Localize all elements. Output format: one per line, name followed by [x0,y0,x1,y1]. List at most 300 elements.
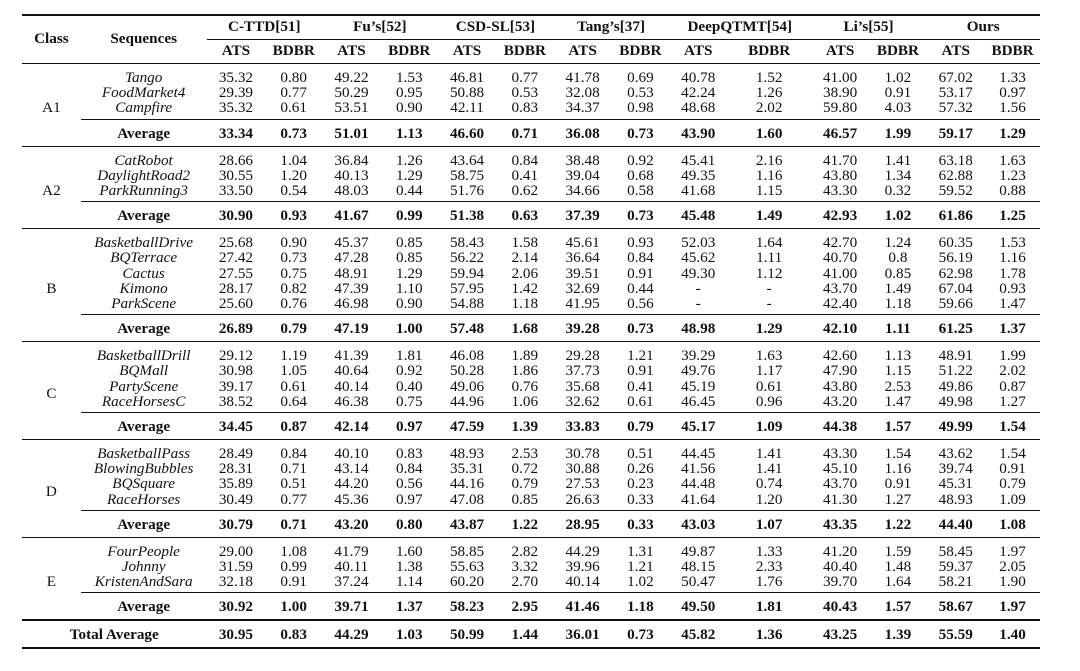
average-value-cell: 0.79 [280,320,307,338]
value-cell: 38.90 [823,84,858,102]
average-value-cell: 1.00 [395,320,423,338]
value-cell: 1.21 [627,558,654,576]
value-cell: 27.55 [218,264,253,282]
average-value-cell: 1.22 [511,515,539,533]
value-cell: 0.92 [395,362,423,380]
value-cell: 0.40 [395,377,423,395]
value-cell: 28.49 [218,445,253,463]
value-cell: 0.69 [627,69,654,86]
average-value-cell: 0.80 [395,515,423,533]
value-cell: 47.90 [823,362,858,380]
average-value-cell: 46.60 [449,124,485,142]
value-cell: 29.00 [218,542,253,560]
value-cell: 35.89 [218,475,253,493]
subheader-bdbr: BDBR [876,42,920,59]
value-cell: 50.88 [449,84,485,102]
value-cell: 29.12 [218,347,253,365]
value-cell: 40.70 [823,249,858,267]
total-average-label: Total Average [69,626,159,644]
method-header-tang: Tang’s[37] [553,15,669,40]
value-cell: 0.62 [511,182,539,200]
value-cell: 1.15 [755,182,783,200]
average-label: Average [117,515,171,533]
value-cell: 41.64 [681,490,716,508]
value-cell: 0.75 [395,392,423,410]
average-value-cell: 48.98 [681,320,716,338]
table-row [22,537,1040,559]
average-row [22,202,1040,229]
value-cell: 50.47 [681,573,716,591]
subheader-ats: ATS [221,42,251,59]
value-cell: 49.22 [334,69,369,86]
value-cell: 0.91 [280,573,307,591]
subheader-ats: ATS [825,42,855,59]
value-cell: 1.63 [999,151,1026,169]
subheader-ats: ATS [452,42,482,59]
value-cell: 46.98 [334,295,369,313]
value-cell: 40.40 [823,558,858,576]
value-cell: 1.06 [511,392,539,410]
value-cell: 0.90 [280,234,307,252]
value-cell: 49.06 [449,377,485,395]
value-cell: 32.18 [218,573,253,591]
average-value-cell: 41.67 [334,207,369,225]
subheader-bdbr: BDBR [503,42,546,59]
value-cell: 30.78 [565,445,600,463]
table-row [22,440,1040,462]
value-cell: 1.15 [884,362,912,380]
value-cell: 1.47 [999,295,1026,313]
average-value-cell: 1.99 [884,124,912,142]
value-cell: 42.24 [681,84,716,102]
value-cell: 1.16 [884,460,912,478]
value-cell: 1.56 [999,99,1026,117]
value-cell: 44.29 [565,542,600,560]
subheader-bdbr: BDBR [748,42,791,59]
value-cell: 1.16 [999,249,1026,267]
value-cell: 40.14 [334,377,369,395]
value-cell: 27.42 [218,249,253,267]
value-cell: 48.93 [938,490,973,508]
average-value-cell: 1.11 [885,320,911,338]
value-cell: 53.17 [938,84,973,102]
value-cell: 34.66 [565,182,600,200]
value-cell: 0.61 [280,99,307,117]
total-value-cell: 1.36 [755,626,783,644]
sequence-name: BQTerrace [110,249,178,267]
value-cell: 1.08 [280,542,307,560]
value-cell: 0.68 [627,166,654,184]
sequence-name: RaceHorsesC [101,392,186,410]
value-cell: 29.39 [218,84,253,102]
table-row [22,64,1040,86]
value-cell: 43.62 [938,445,973,463]
value-cell: 45.31 [938,475,973,493]
value-cell: 1.26 [755,84,783,102]
value-cell: 31.59 [218,558,253,576]
value-cell: 41.68 [681,182,716,200]
sequence-name: PartyScene [109,377,179,395]
value-cell: 41.39 [334,347,369,365]
value-cell: 0.73 [280,249,307,267]
value-cell: 1.11 [756,249,783,267]
value-cell: 41.95 [565,295,600,313]
value-cell: 1.26 [395,151,423,169]
value-cell: 39.17 [218,377,253,395]
value-cell: 1.64 [884,573,912,591]
average-value-cell: 37.39 [565,207,600,225]
value-cell: 0.90 [395,295,423,313]
value-cell: 0.91 [627,362,654,380]
average-value-cell: 30.92 [218,598,253,616]
value-cell: 35.68 [565,377,600,395]
value-cell: 0.79 [999,475,1026,493]
value-cell: - [766,295,772,313]
value-cell: 1.33 [999,69,1026,86]
value-cell: 1.97 [999,542,1026,560]
value-cell: 49.86 [938,377,973,395]
sequence-name: FourPeople [107,542,180,560]
sequence-name: ParkRunning3 [99,182,188,200]
value-cell: 46.81 [449,69,485,86]
value-cell: 41.20 [823,542,858,560]
value-cell: 42.11 [450,99,484,117]
sequence-name: ParkScene [111,295,177,313]
value-cell: 0.91 [999,460,1026,478]
average-value-cell: 28.95 [565,515,600,533]
value-cell: 41.30 [823,490,858,508]
value-cell: 1.29 [395,166,423,184]
value-cell: 0.51 [627,445,654,463]
average-row [22,510,1040,537]
value-cell: 1.02 [884,69,912,86]
value-cell: 1.52 [755,69,783,86]
value-cell: 43.14 [334,460,369,478]
table-row [22,559,1040,574]
method-header-deepqtmt: DeepQTMT[54] [669,15,811,40]
value-cell: 2.70 [511,573,539,591]
value-cell: 67.02 [938,69,973,86]
value-cell: 0.72 [511,460,539,478]
total-value-cell: 44.29 [334,626,369,644]
value-cell: 60.20 [449,573,485,591]
average-value-cell: 58.23 [449,598,485,616]
value-cell: 0.77 [511,69,539,86]
value-cell: 0.95 [395,84,423,102]
value-cell: 1.78 [999,264,1026,282]
value-cell: 0.99 [280,558,307,576]
average-value-cell: 1.09 [755,418,783,436]
value-cell: 50.29 [334,84,369,102]
value-cell: 0.87 [999,377,1026,395]
value-cell: 33.50 [218,182,253,200]
sequence-name: RaceHorses [106,490,181,508]
total-value-cell: 1.39 [884,626,912,644]
value-cell: 1.13 [884,347,912,365]
value-cell: 41.70 [823,151,858,169]
value-cell: 41.56 [681,460,716,478]
value-cell: 1.53 [395,69,423,86]
sequence-name: Kimono [119,279,168,297]
value-cell: 0.41 [511,166,539,184]
average-value-cell: 33.83 [565,418,600,436]
value-cell: 40.78 [681,69,716,86]
average-value-cell: 47.19 [334,320,369,338]
value-cell: 2.53 [884,377,912,395]
value-cell: 48.68 [681,99,716,117]
average-row [22,413,1040,440]
value-cell: 41.00 [823,264,858,282]
value-cell: 1.05 [280,362,307,380]
value-cell: 0.79 [511,475,539,493]
value-cell: 49.35 [681,166,716,184]
value-cell: 67.04 [938,279,973,297]
value-cell: 55.63 [449,558,485,576]
table-body [22,64,1040,649]
value-cell: 0.8 [888,249,908,267]
average-value-cell: 44.38 [823,418,858,436]
subheader-bdbr: BDBR [991,42,1034,59]
sequence-name: BasketballPass [97,445,191,463]
average-value-cell: 51.01 [334,124,369,142]
value-cell: 0.54 [280,182,307,200]
value-cell: 42.70 [823,234,858,252]
value-cell: 1.38 [395,558,423,576]
value-cell: 49.30 [681,264,716,282]
average-label: Average [117,124,171,142]
value-cell: 46.45 [681,392,716,410]
average-value-cell: 2.95 [511,598,539,616]
value-cell: 1.27 [884,490,912,508]
average-value-cell: 0.71 [280,515,307,533]
sequence-name: DaylightRoad2 [97,166,191,184]
value-cell: 43.20 [823,392,858,410]
value-cell: 28.66 [218,151,253,169]
value-cell: 0.88 [999,182,1026,200]
average-value-cell: 1.13 [395,124,423,142]
value-cell: 48.15 [681,558,716,576]
value-cell: 43.80 [823,377,858,395]
value-cell: 0.83 [511,99,539,117]
value-cell: 0.23 [627,475,654,493]
average-value-cell: 47.59 [449,418,485,436]
average-value-cell: 0.87 [280,418,307,436]
average-value-cell: 1.08 [999,515,1026,533]
average-value-cell: 43.35 [823,515,858,533]
table-row [22,100,1040,119]
average-value-cell: 61.86 [938,207,973,225]
value-cell: 30.88 [565,460,600,478]
average-value-cell: 45.48 [681,207,716,225]
value-cell: - [766,279,772,297]
average-value-cell: 39.28 [565,320,600,338]
value-cell: 0.58 [627,182,654,200]
value-cell: 25.60 [218,295,253,313]
value-cell: 2.06 [511,264,539,282]
value-cell: 0.51 [280,475,307,493]
value-cell: 1.02 [627,573,654,591]
average-value-cell: 42.10 [823,320,858,338]
average-value-cell: 0.33 [627,515,654,533]
class-header: Class [34,30,69,47]
total-value-cell: 0.83 [280,626,307,644]
value-cell: 2.53 [511,445,539,463]
value-cell: 40.14 [565,573,600,591]
value-cell: 1.89 [511,347,539,365]
average-value-cell: 40.43 [823,598,858,616]
value-cell: 1.34 [884,166,912,184]
total-value-cell: 30.95 [218,626,253,644]
total-average-row [22,620,1040,648]
value-cell: 0.74 [755,475,783,493]
value-cell: 1.41 [755,445,783,463]
value-cell: 45.61 [565,234,600,252]
average-value-cell: 1.97 [999,598,1026,616]
table-row [22,574,1040,593]
total-value-cell: 1.03 [395,626,423,644]
average-value-cell: 1.00 [280,598,307,616]
value-cell: 1.54 [884,445,912,463]
average-label: Average [117,207,171,225]
value-cell: 51.22 [938,362,973,380]
average-value-cell: 59.17 [938,124,973,142]
average-value-cell: 1.37 [395,598,423,616]
value-cell: 0.26 [627,460,654,478]
value-cell: 1.14 [395,573,423,591]
value-cell: 59.80 [823,99,858,117]
subheader-ats: ATS [683,42,713,59]
average-value-cell: 0.73 [627,124,654,142]
value-cell: 27.53 [565,475,600,493]
class-label: C [22,342,81,440]
value-cell: 45.10 [823,460,858,478]
subheader-bdbr: BDBR [619,42,662,59]
value-cell: 32.08 [565,84,600,102]
value-cell: 48.93 [449,445,485,463]
value-cell: 1.10 [395,279,423,297]
value-cell: 63.18 [938,151,973,169]
value-cell: 0.84 [395,460,423,478]
average-value-cell: 1.68 [511,320,539,338]
value-cell: 0.77 [280,490,307,508]
method-header-ours: Ours [926,15,1040,40]
average-value-cell: 57.48 [449,320,485,338]
class-label: A2 [22,146,81,229]
comparison-table-wrapper [22,14,1040,649]
value-cell: 25.68 [218,234,253,252]
value-cell: 0.85 [395,249,423,267]
value-cell: 1.49 [884,279,912,297]
value-cell: 0.64 [280,392,307,410]
table-row [22,379,1040,394]
average-value-cell: 51.38 [449,207,485,225]
average-value-cell: 0.73 [627,207,654,225]
value-cell: 43.30 [823,182,858,200]
average-value-cell: 0.93 [280,207,307,225]
value-cell: 1.21 [627,347,654,365]
total-value-cell: 0.73 [627,626,654,644]
value-cell: 1.58 [511,234,539,252]
value-cell: 1.41 [884,151,912,169]
value-cell: 40.13 [334,166,369,184]
value-cell: 48.91 [938,347,973,365]
value-cell: 38.52 [218,392,253,410]
value-cell: 39.74 [938,460,973,478]
value-cell: 54.88 [449,295,485,313]
table-row [22,281,1040,296]
value-cell: 47.08 [449,490,485,508]
average-value-cell: 26.89 [218,320,253,338]
value-cell: 0.53 [627,84,654,102]
value-cell: 0.93 [627,234,654,252]
average-value-cell: 1.57 [884,598,912,616]
value-cell: 43.30 [823,445,858,463]
sequence-name: Johnny [121,558,166,576]
value-cell: 45.19 [681,377,716,395]
table-row [22,250,1040,265]
table-row [22,492,1040,511]
value-cell: 53.51 [334,99,369,117]
average-value-cell: 1.18 [627,598,654,616]
total-value-cell: 43.25 [823,626,858,644]
value-cell: 1.20 [755,490,783,508]
value-cell: 59.37 [938,558,973,576]
value-cell: 46.38 [334,392,369,410]
value-cell: 1.64 [755,234,783,252]
value-cell: 44.48 [681,475,716,493]
average-label: Average [117,320,171,338]
value-cell: 3.32 [511,558,539,576]
value-cell: 49.87 [681,542,716,560]
value-cell: 44.16 [449,475,485,493]
value-cell: 1.60 [395,542,423,560]
value-cell: 37.24 [334,573,369,591]
average-value-cell: 43.20 [334,515,369,533]
average-row [22,315,1040,342]
average-value-cell: 42.93 [823,207,858,225]
table-row [22,461,1040,476]
total-value-cell: 1.40 [999,626,1026,644]
sequence-name: Cactus [122,264,165,282]
sequence-name: BQSquare [112,475,176,493]
average-value-cell: 41.46 [565,598,600,616]
value-cell: 43.64 [449,151,485,169]
value-cell: 1.86 [511,362,539,380]
value-cell: 43.80 [823,166,858,184]
value-cell: 39.04 [565,166,600,184]
value-cell: 1.59 [884,542,912,560]
average-value-cell: 34.45 [218,418,253,436]
average-value-cell: 43.90 [681,124,716,142]
value-cell: 47.39 [334,279,369,297]
value-cell: 1.53 [999,234,1026,252]
value-cell: 57.95 [449,279,485,297]
value-cell: 46.08 [449,347,485,365]
value-cell: 1.18 [511,295,539,313]
table-row [22,146,1040,168]
method-header-csdsl: CSD-SL[53] [438,15,554,40]
value-cell: 40.11 [334,558,369,576]
subheader-ats: ATS [337,42,366,59]
value-cell: 1.18 [884,295,912,313]
value-cell: 39.51 [565,264,600,282]
value-cell: 28.17 [218,279,253,297]
value-cell: 1.04 [280,151,307,169]
average-value-cell: 42.14 [334,418,369,436]
total-value-cell: 50.99 [449,626,485,644]
value-cell: 1.19 [280,347,307,365]
value-cell: 45.37 [334,234,369,252]
